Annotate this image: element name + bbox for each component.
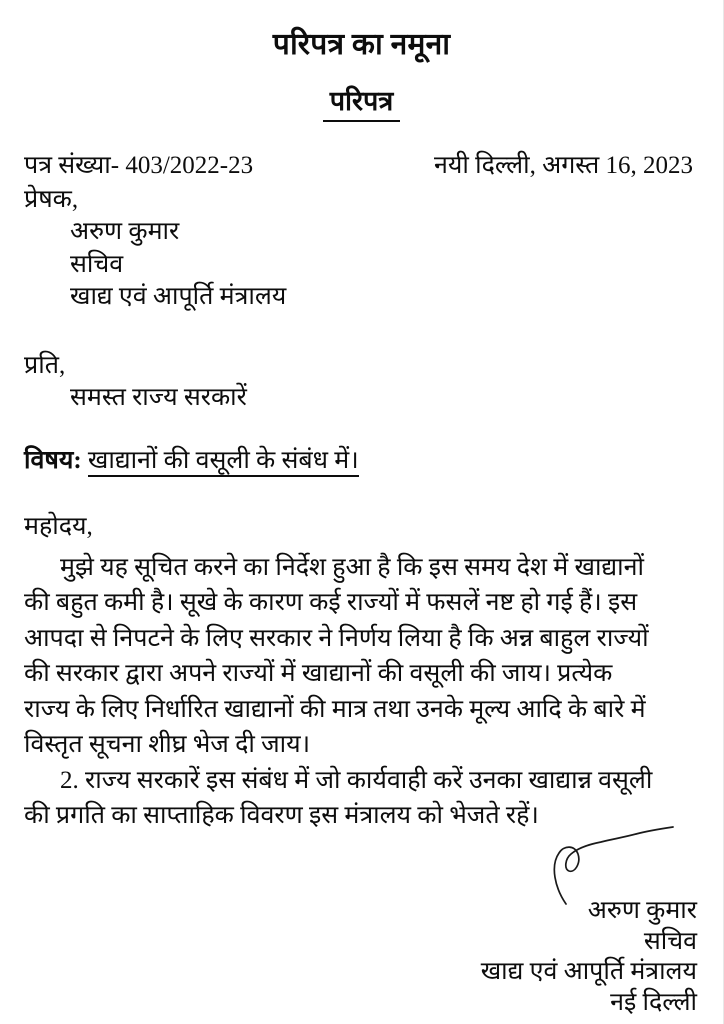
paragraph-line: की प्रगति का साप्ताहिक विवरण इस मंत्रालय को भेजते रहें। (24, 802, 539, 830)
sender-label: प्रेषक, (24, 185, 79, 213)
paragraph-line: की सरकार द्वारा अपने राज्यों में खाद्यानों की वसूली की जाय। प्रत्येक (24, 660, 613, 688)
recipient-block (0, 350, 723, 415)
document-subtitle-container (0, 61, 723, 122)
paragraph-line: मुझे यह सूचित करने का निर्देश हुआ है कि इस समय देश में खाद्यानों (60, 553, 645, 581)
place-and-date: नयी दिल्ली, अगस्त 16, 2023 (434, 151, 693, 179)
signatory-designation: सचिव (643, 927, 697, 955)
sender-block (0, 184, 723, 314)
sender-designation: सचिव (70, 250, 124, 278)
sender-ministry: खाद्य एवं आपूर्ति मंत्रालय (70, 283, 287, 311)
subject-line (0, 445, 723, 478)
subject-label: विषय: (24, 446, 82, 474)
document-subtitle: परिपत्र (323, 87, 401, 122)
paragraph-line: विस्तृत सूचना शीघ्र भेज दी जाय। (24, 731, 311, 759)
paragraph-line: 2. राज्य सरकारें इस संबंध में जो कार्यवाही करें उनका खाद्यान्न वसूली (60, 766, 653, 794)
body-paragraph-2 (0, 763, 723, 834)
paragraph-line: की बहुत कमी है। सूखे के कारण कई राज्यों में फसलें नष्ट हो गई हैं। इस (24, 589, 638, 617)
handwritten-signature-icon (357, 830, 697, 900)
signature-text-lines (357, 896, 697, 1018)
body-paragraph-1 (0, 550, 723, 763)
page-title: परिपत्र का नमूना (272, 28, 451, 61)
subject-text: खाद्यानों की वसूली के संबंध में। (88, 447, 359, 477)
sender-name: अरुण कुमार (70, 218, 180, 246)
recipient-label: प्रति, (24, 351, 66, 379)
recipient-name: समस्त राज्य सरकारें (70, 384, 247, 412)
paragraph-line: राज्य के लिए निर्धारित खाद्यानों की मात्र तथा उनके मूल्य आदि के बारे में (24, 695, 646, 723)
signature-block (357, 830, 697, 1018)
paragraph-line: आपदा से निपटने के लिए सरकार ने निर्णय लिया है कि अन्न बाहुल राज्यों (24, 624, 649, 652)
reference-number: पत्र संख्या- 403/2022-23 (24, 151, 254, 179)
reference-and-date-row (0, 150, 723, 182)
signatory-place: नई दिल्ली (610, 988, 697, 1016)
signatory-name: अरुण कुमार (587, 897, 697, 924)
signatory-ministry: खाद्य एवं आपूर्ति मंत्रालय (480, 958, 697, 985)
salutation: महोदय, (24, 513, 93, 541)
